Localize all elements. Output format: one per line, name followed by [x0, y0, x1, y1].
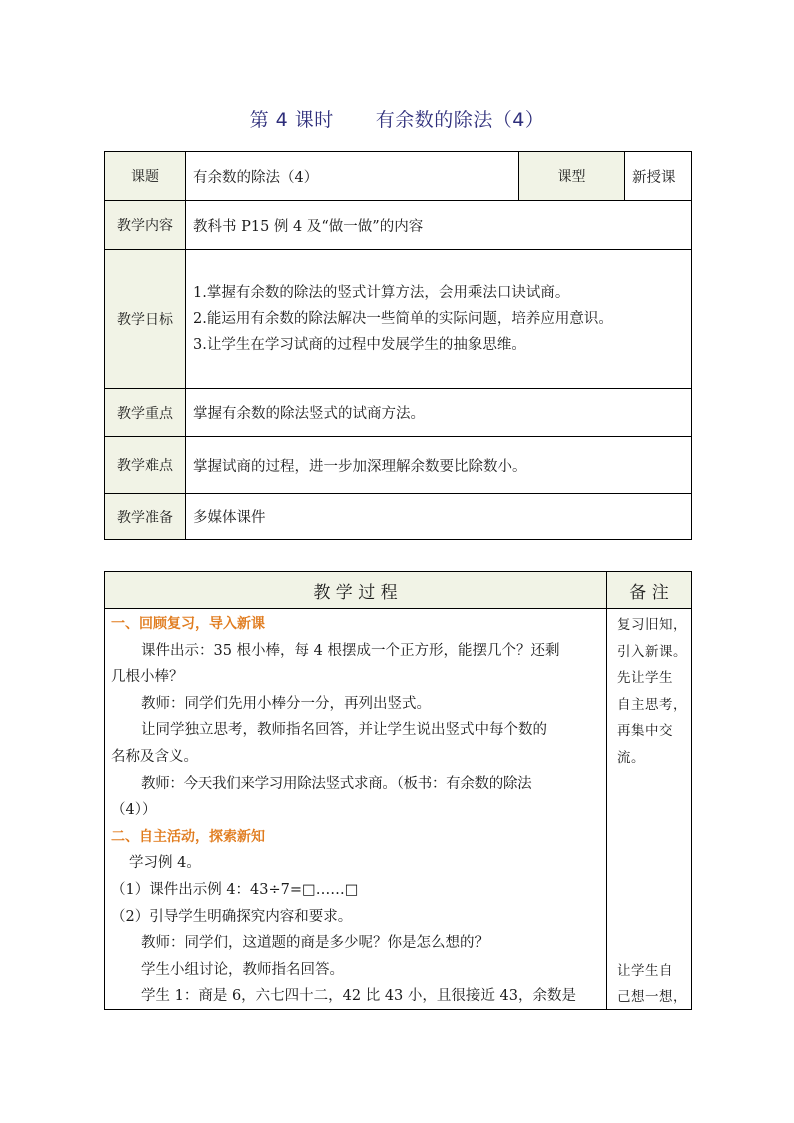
process-line: 教师：同学们，这道题的商是多少呢？你是怎么想的？	[141, 935, 489, 952]
process-header-row	[105, 572, 692, 609]
process-lines	[105, 609, 606, 1009]
process-line: （1）课件出示例 4：43÷7=□……□	[111, 882, 359, 898]
note-line: 复习旧知，	[617, 617, 687, 633]
goal-item: 1.掌握有余数的除法的竖式计算方法，会用乘法口诀试商。	[193, 285, 570, 301]
note-line: 让学生自	[617, 962, 673, 979]
note-line: 自主思考，	[617, 696, 687, 713]
lesson-title	[0, 105, 794, 132]
process-line: 名称及含义。	[111, 749, 198, 765]
note-line: 再集中交	[617, 723, 673, 740]
goals-list	[186, 250, 692, 389]
teaching-process-table	[104, 571, 692, 1010]
key-value: 掌握有余数的除法竖式的试商方法。	[186, 389, 692, 437]
lesson-number: 第 4 课时	[249, 109, 334, 131]
notes-lines	[607, 609, 691, 1009]
process-line: 教师：同学们先用小棒分一分，再列出竖式。	[141, 695, 431, 712]
section-heading: 二、自主活动，探索新知	[111, 828, 265, 845]
prep-row	[105, 494, 692, 540]
process-header: 教 学 过 程	[105, 572, 607, 609]
prep-label: 教学准备	[105, 494, 186, 540]
topic-value: 有余数的除法（4）	[186, 152, 519, 201]
lesson-info-table	[104, 151, 692, 540]
notes-content	[607, 609, 692, 1010]
content-label: 教学内容	[105, 201, 186, 250]
process-content	[105, 609, 607, 1010]
process-line: （2）引导学生明确探究内容和要求。	[111, 908, 353, 925]
note-line: 引入新课。	[617, 643, 687, 660]
type-label: 课型	[519, 152, 625, 201]
key-row	[105, 389, 692, 437]
difficulty-row	[105, 437, 692, 494]
goal-item: 3.让学生在学习试商的过程中发展学生的抽象思维。	[193, 337, 526, 353]
process-line: 几根小棒？	[111, 669, 184, 686]
goal-item: 2.能运用有余数的除法解决一些简单的实际问题，培养应用意识。	[193, 311, 613, 327]
notes-header: 备 注	[607, 572, 692, 609]
process-line: 学生 1：商是 6，六七四十二，42 比 43 小，且很接近 43，余数是	[141, 988, 576, 1005]
process-line: 教师：今天我们来学习用除法竖式求商。（板书：有余数的除法	[141, 775, 532, 792]
content-value: 教科书 P15 例 4 及“做一做”的内容	[186, 201, 692, 250]
prep-value: 多媒体课件	[186, 494, 692, 540]
process-line: 学生小组讨论，教师指名回答。	[141, 961, 344, 978]
process-line: 学习例 4。	[129, 855, 201, 872]
difficulty-label: 教学难点	[105, 437, 186, 494]
goals-label: 教学日标	[105, 250, 186, 389]
lesson-topic: 有余数的除法（4）	[375, 109, 545, 131]
section-heading: 一、回顾复习，导入新课	[111, 616, 265, 632]
process-content-row	[105, 609, 692, 1010]
topic-row	[105, 152, 692, 201]
type-value: 新授课	[625, 152, 692, 201]
note-line: 流。	[617, 750, 645, 766]
key-label: 教学重点	[105, 389, 186, 437]
process-line: 课件出示：35 根小棒，每 4 根摆成一个正方形，能摆几个？还剩	[141, 642, 560, 659]
process-line: 让同学独立思考，教师指名回答，并让学生说出竖式中每个数的	[141, 722, 547, 739]
difficulty-value: 掌握试商的过程，进一步加深理解余数要比除数小。	[186, 437, 692, 494]
note-line: 己想一想，	[617, 989, 687, 1006]
content-row	[105, 201, 692, 250]
topic-label: 课题	[105, 152, 186, 201]
process-line: （4））	[111, 802, 157, 819]
goals-row	[105, 250, 692, 389]
note-line: 先让学生	[617, 670, 673, 687]
